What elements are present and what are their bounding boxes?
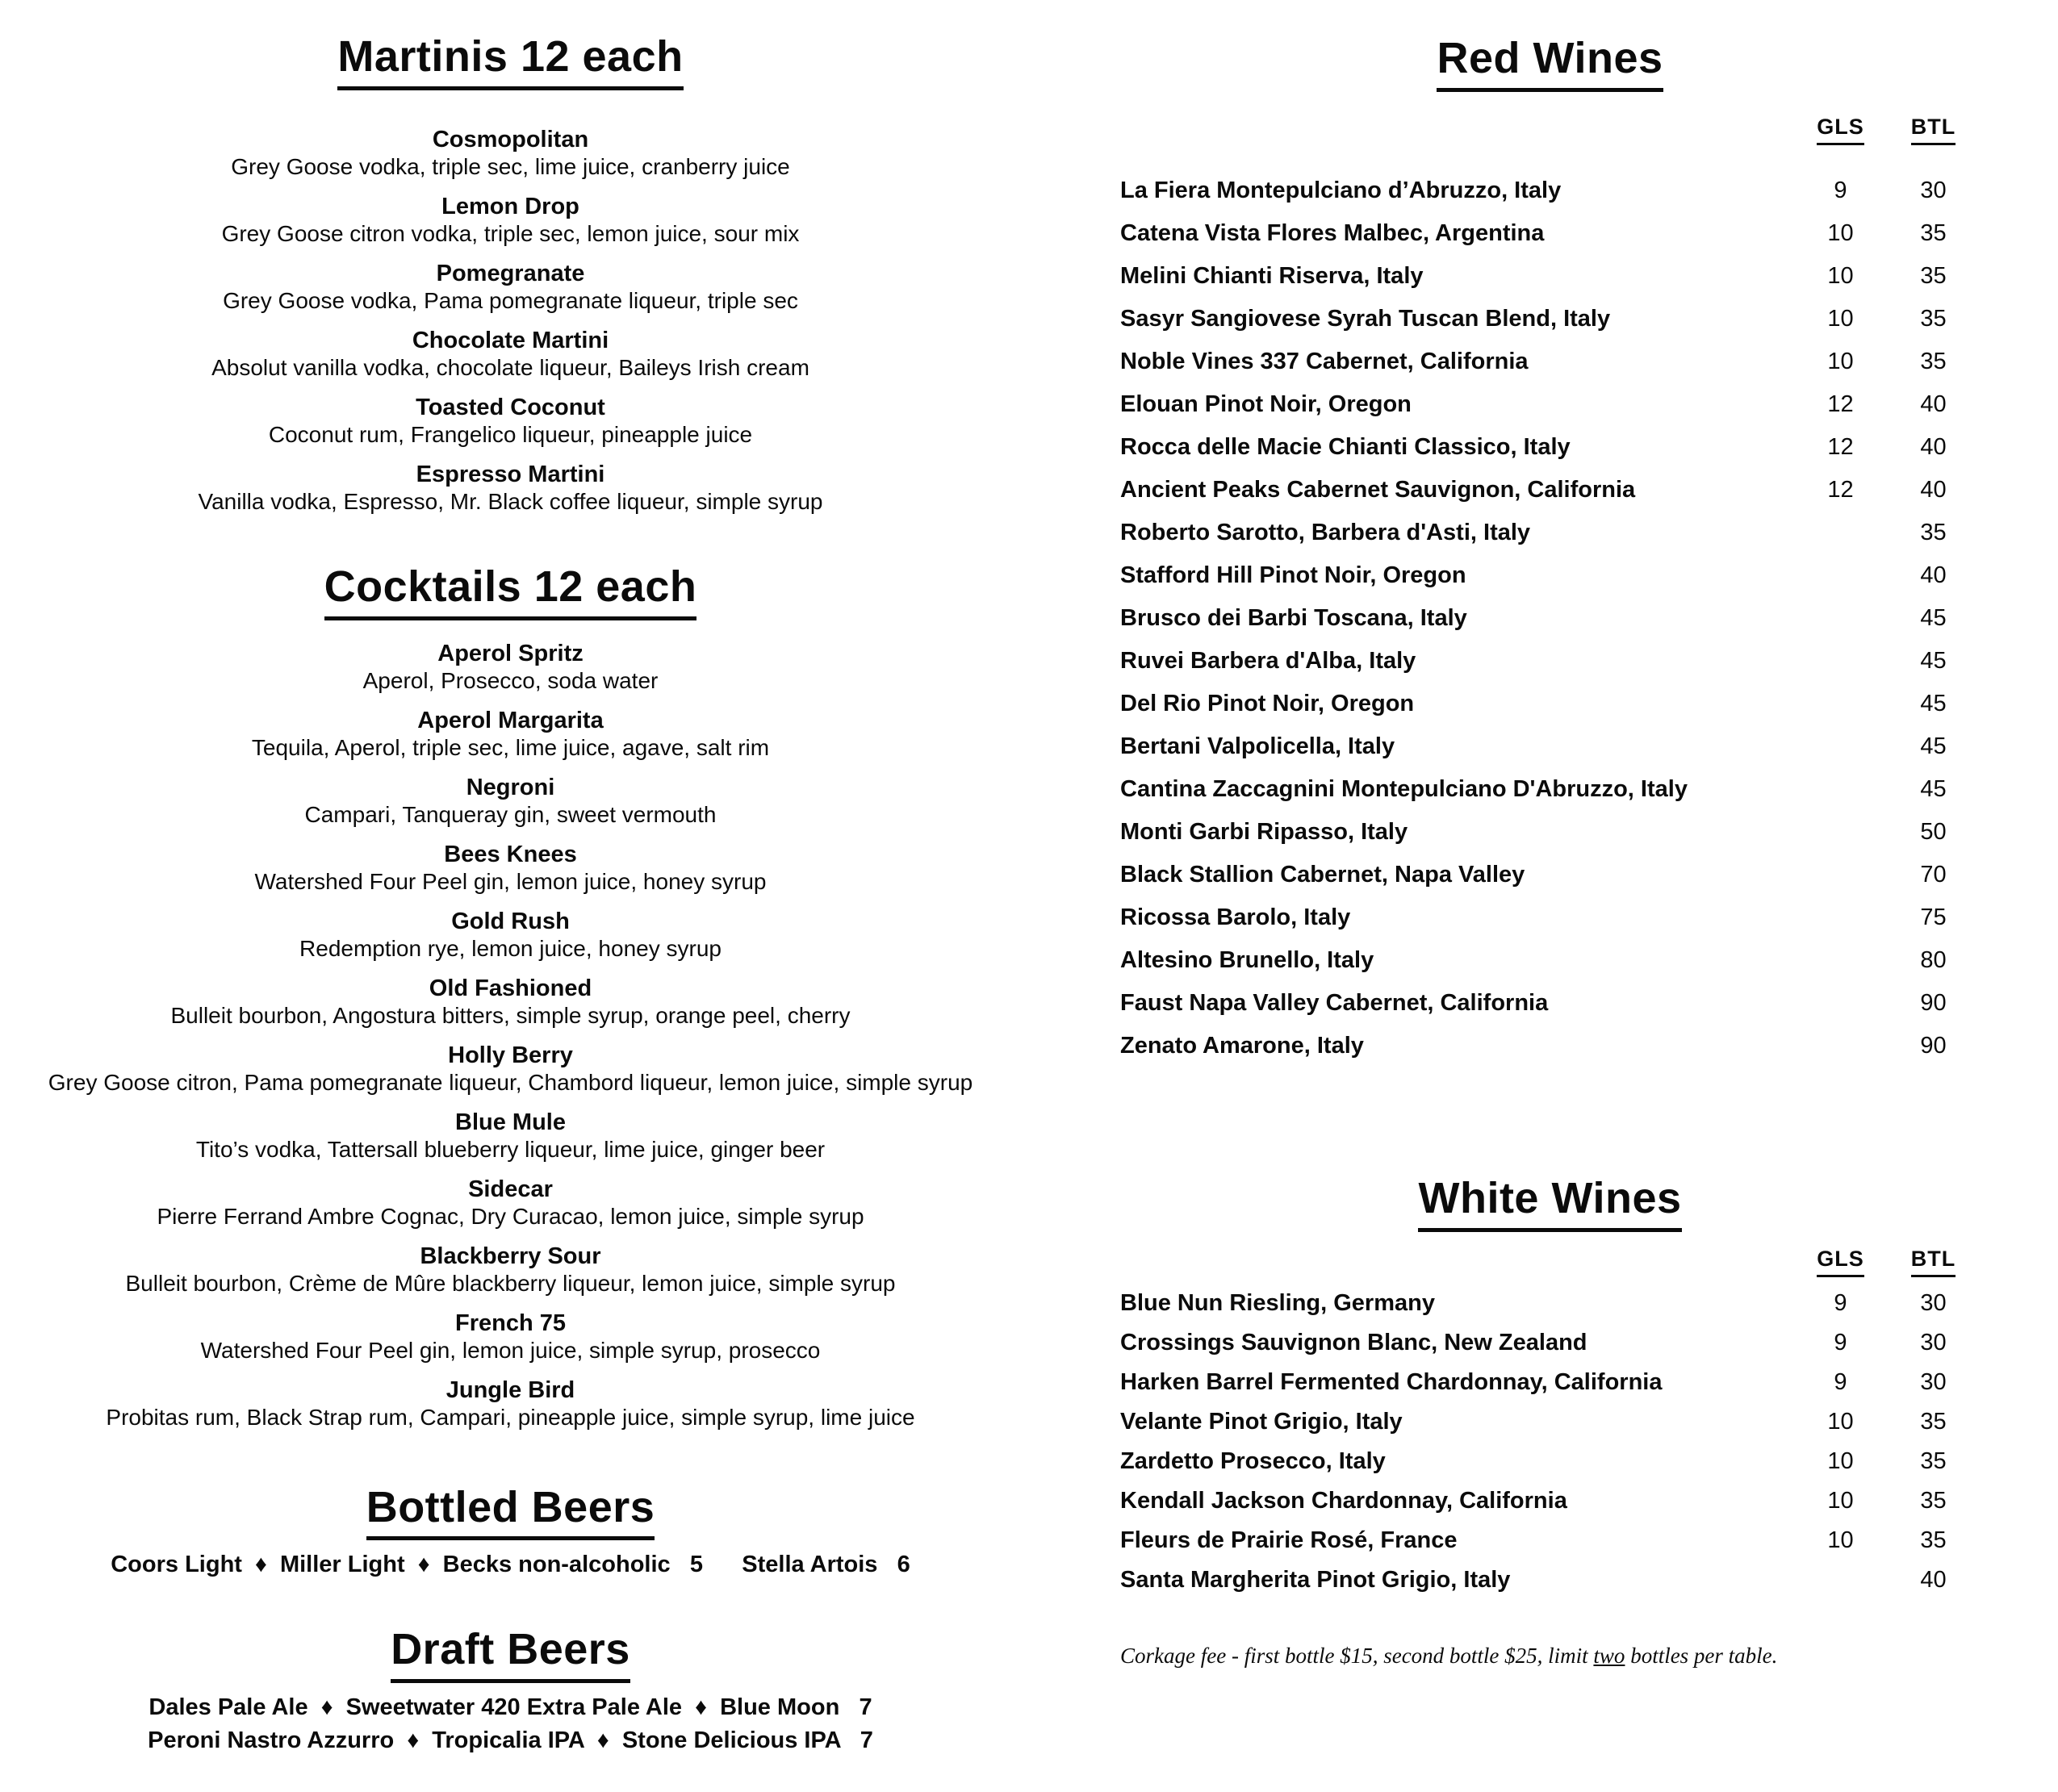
martini-item bbox=[44, 461, 977, 516]
wine-row bbox=[1120, 683, 1980, 725]
wine-bottle-price: 40 bbox=[1920, 476, 1947, 503]
cocktail-item bbox=[44, 1310, 977, 1364]
cocktail-item-name: Blackberry Sour bbox=[420, 1243, 601, 1269]
wine-bottle-price: 35 bbox=[1920, 219, 1947, 246]
wine-name: Kendall Jackson Chardonnay, California bbox=[1120, 1487, 1567, 1514]
wine-name: Stafford Hill Pinot Noir, Oregon bbox=[1120, 562, 1466, 588]
wine-bottle-price: 45 bbox=[1920, 690, 1947, 716]
wine-glass-price: 10 bbox=[1827, 348, 1854, 374]
wine-row bbox=[1120, 640, 1980, 683]
wine-row bbox=[1120, 298, 1980, 340]
red-wines-price-header bbox=[1120, 113, 1980, 145]
cocktail-item bbox=[44, 908, 977, 963]
martini-item bbox=[44, 193, 977, 248]
martini-item-description: Coconut rum, Frangelico liqueur, pineapple juice bbox=[268, 421, 753, 447]
bottled-beers-line: Coors Light ♦ Miller Light ♦ Becks non-alcoholic 5 Stella Artois 6 bbox=[111, 1552, 910, 1578]
wine-glass-price: 12 bbox=[1827, 433, 1854, 460]
red-wines-section-title: Red Wines bbox=[1437, 32, 1663, 92]
wine-name: Velante Pinot Grigio, Italy bbox=[1120, 1408, 1403, 1435]
corkage-note-underlined-word: two bbox=[1593, 1643, 1625, 1668]
wine-name: Ancient Peaks Cabernet Sauvignon, California bbox=[1120, 476, 1636, 503]
glass-column-header-cell bbox=[1794, 1245, 1887, 1277]
wine-name: Harken Barrel Fermented Chardonnay, California bbox=[1120, 1368, 1663, 1395]
cocktail-item-name: Aperol Spritz bbox=[437, 640, 584, 666]
wine-row bbox=[1120, 982, 1980, 1025]
martinis-section-title: Martinis 12 each bbox=[337, 31, 683, 90]
wine-row bbox=[1120, 1363, 1980, 1402]
cocktail-item bbox=[44, 1042, 977, 1097]
martini-item bbox=[44, 260, 977, 315]
wine-bottle-price: 75 bbox=[1920, 904, 1947, 930]
wine-name: La Fiera Montepulciano d’Abruzzo, Italy bbox=[1120, 177, 1562, 203]
martini-item-description: Grey Goose vodka, Pama pomegranate liqueur, triple sec bbox=[223, 287, 798, 313]
wine-row bbox=[1120, 1284, 1980, 1323]
wine-name: Noble Vines 337 Cabernet, California bbox=[1120, 348, 1529, 374]
wine-bottle-price: 45 bbox=[1920, 733, 1947, 759]
wine-glass-price: 10 bbox=[1827, 1447, 1854, 1474]
cocktail-item-description: Bulleit bourbon, Angostura bitters, simple syrup, orange peel, cherry bbox=[170, 1002, 851, 1028]
cocktail-item-name: Negroni bbox=[466, 774, 555, 800]
glass-column-header: GLS bbox=[1817, 1245, 1864, 1277]
wine-name: Bertani Valpolicella, Italy bbox=[1120, 733, 1395, 759]
wine-glass-price: 9 bbox=[1834, 1368, 1847, 1395]
cocktails-section-title: Cocktails 12 each bbox=[324, 561, 697, 620]
wine-glass-price: 10 bbox=[1827, 219, 1854, 246]
wine-bottle-price: 45 bbox=[1920, 647, 1947, 674]
wine-glass-price: 10 bbox=[1827, 1487, 1854, 1514]
corkage-fee-note bbox=[1120, 1642, 1980, 1670]
cocktail-item bbox=[44, 841, 977, 896]
white-wines-section-title: White Wines bbox=[1418, 1172, 1681, 1232]
wine-row bbox=[1120, 469, 1980, 512]
wine-bottle-price: 40 bbox=[1920, 562, 1947, 588]
martini-item-name: Toasted Coconut bbox=[416, 394, 605, 420]
wine-row bbox=[1120, 768, 1980, 811]
wine-name: Cantina Zaccagnini Montepulciano D'Abruzzo, Italy bbox=[1120, 775, 1688, 802]
wine-name: Ruvei Barbera d'Alba, Italy bbox=[1120, 647, 1416, 674]
left-column bbox=[44, 31, 977, 1757]
wine-name: Black Stallion Cabernet, Napa Valley bbox=[1120, 861, 1525, 888]
corkage-note-suffix: bottles per table. bbox=[1625, 1643, 1778, 1668]
martini-item bbox=[44, 394, 977, 449]
red-wines-section-title-wrap bbox=[1120, 32, 1980, 92]
right-column bbox=[1120, 32, 1980, 1692]
draft-beers-line: Peroni Nastro Azzurro ♦ Tropicalia IPA ♦ Stone Delicious IPA 7 bbox=[148, 1727, 873, 1754]
cocktail-item-name: French 75 bbox=[455, 1310, 566, 1336]
cocktail-item-description: Watershed Four Peel gin, lemon juice, honey syrup bbox=[254, 868, 767, 894]
bottle-column-header: BTL bbox=[1911, 113, 1956, 145]
bottle-column-header-cell bbox=[1887, 1245, 1980, 1277]
wine-row bbox=[1120, 169, 1980, 212]
bottled-beers-section-title: Bottled Beers bbox=[366, 1481, 655, 1541]
wine-row bbox=[1120, 1560, 1980, 1600]
wine-row bbox=[1120, 896, 1980, 939]
wine-row bbox=[1120, 554, 1980, 597]
wine-bottle-price: 35 bbox=[1920, 305, 1947, 332]
wine-name: Roberto Sarotto, Barbera d'Asti, Italy bbox=[1120, 519, 1531, 545]
draft-beers-line: Dales Pale Ale ♦ Sweetwater 420 Extra Pale Ale ♦ Blue Moon 7 bbox=[148, 1694, 872, 1721]
cocktail-item bbox=[44, 707, 977, 762]
wine-name: Brusco dei Barbi Toscana, Italy bbox=[1120, 604, 1467, 631]
wine-row bbox=[1120, 426, 1980, 469]
wine-bottle-price: 90 bbox=[1920, 989, 1947, 1016]
wine-glass-price: 12 bbox=[1827, 476, 1854, 503]
wine-bottle-price: 90 bbox=[1920, 1032, 1947, 1059]
cocktail-item-description: Aperol, Prosecco, soda water bbox=[362, 667, 659, 693]
wine-name: Faust Napa Valley Cabernet, California bbox=[1120, 989, 1549, 1016]
cocktail-item-description: Tito’s vodka, Tattersall blueberry liqueur, lime juice, ginger beer bbox=[195, 1136, 826, 1162]
wine-name: Melini Chianti Riserva, Italy bbox=[1120, 262, 1424, 289]
martini-item-name: Pomegranate bbox=[436, 260, 585, 286]
wine-name: Zardetto Prosecco, Italy bbox=[1120, 1447, 1386, 1474]
cocktail-item-description: Watershed Four Peel gin, lemon juice, simple syrup, prosecco bbox=[200, 1337, 821, 1363]
wine-bottle-price: 30 bbox=[1920, 1289, 1947, 1316]
cocktail-item bbox=[44, 1109, 977, 1163]
cocktail-item-description: Probitas rum, Black Strap rum, Campari, pineapple juice, simple syrup, lime juice bbox=[106, 1404, 915, 1430]
cocktail-item bbox=[44, 975, 977, 1030]
white-wines-section-title-wrap bbox=[1120, 1172, 1980, 1232]
cocktail-item-name: Blue Mule bbox=[455, 1109, 566, 1135]
corkage-note-prefix: Corkage fee - first bottle $15, second bottle $25, limit bbox=[1120, 1643, 1594, 1668]
martini-item bbox=[44, 126, 977, 181]
wine-row bbox=[1120, 383, 1980, 426]
wine-glass-price: 10 bbox=[1827, 262, 1854, 289]
cocktail-item-description: Campari, Tanqueray gin, sweet vermouth bbox=[304, 801, 717, 827]
wine-glass-price: 9 bbox=[1834, 1329, 1847, 1355]
wine-row bbox=[1120, 255, 1980, 298]
wine-row bbox=[1120, 597, 1980, 640]
wine-row bbox=[1120, 1025, 1980, 1067]
cocktail-item-name: Aperol Margarita bbox=[417, 707, 604, 733]
wine-row bbox=[1120, 1521, 1980, 1560]
cocktails-section-title-wrap bbox=[44, 561, 977, 620]
wine-name: Santa Margherita Pinot Grigio, Italy bbox=[1120, 1566, 1511, 1593]
wine-row bbox=[1120, 1323, 1980, 1363]
wine-bottle-price: 30 bbox=[1920, 1368, 1947, 1395]
martini-item-description: Absolut vanilla vodka, chocolate liqueur, Baileys Irish cream bbox=[211, 354, 809, 380]
wine-bottle-price: 50 bbox=[1920, 818, 1947, 845]
cocktail-item-name: Jungle Bird bbox=[445, 1376, 575, 1403]
wine-bottle-price: 35 bbox=[1920, 1447, 1947, 1474]
wine-bottle-price: 70 bbox=[1920, 861, 1947, 888]
wine-bottle-price: 35 bbox=[1920, 1487, 1947, 1514]
wine-row bbox=[1120, 811, 1980, 854]
bottle-column-header: BTL bbox=[1911, 1245, 1956, 1277]
wine-row bbox=[1120, 1402, 1980, 1442]
wine-name: Fleurs de Prairie Rosé, France bbox=[1120, 1527, 1458, 1553]
wine-name: Sasyr Sangiovese Syrah Tuscan Blend, Italy bbox=[1120, 305, 1611, 332]
martini-item-description: Grey Goose citron vodka, triple sec, lemon juice, sour mix bbox=[221, 220, 800, 246]
wine-name: Catena Vista Flores Malbec, Argentina bbox=[1120, 219, 1545, 246]
wine-name: Zenato Amarone, Italy bbox=[1120, 1032, 1364, 1059]
wine-row bbox=[1120, 854, 1980, 896]
wine-name: Crossings Sauvignon Blanc, New Zealand bbox=[1120, 1329, 1587, 1355]
wine-bottle-price: 80 bbox=[1920, 946, 1947, 973]
wine-bottle-price: 35 bbox=[1920, 1408, 1947, 1435]
wine-glass-price: 10 bbox=[1827, 1527, 1854, 1553]
wine-bottle-price: 35 bbox=[1920, 519, 1947, 545]
draft-beers-section-title-wrap bbox=[44, 1623, 977, 1683]
cocktail-item-name: Gold Rush bbox=[451, 908, 570, 934]
wine-name: Elouan Pinot Noir, Oregon bbox=[1120, 391, 1412, 417]
wine-row bbox=[1120, 340, 1980, 383]
red-wines-list bbox=[1120, 169, 1980, 1067]
wine-row bbox=[1120, 512, 1980, 554]
wine-name: Altesino Brunello, Italy bbox=[1120, 946, 1374, 973]
cocktail-item bbox=[44, 640, 977, 695]
wine-bottle-price: 40 bbox=[1920, 391, 1947, 417]
wine-bottle-price: 35 bbox=[1920, 348, 1947, 374]
draft-beers-lines bbox=[44, 1691, 977, 1757]
wine-name: Ricossa Barolo, Italy bbox=[1120, 904, 1351, 930]
cocktail-item-name: Bees Knees bbox=[444, 841, 577, 867]
wine-bottle-price: 30 bbox=[1920, 177, 1947, 203]
martini-item-description: Grey Goose vodka, triple sec, lime juice, cranberry juice bbox=[231, 153, 790, 179]
white-wines-list bbox=[1120, 1284, 1980, 1600]
bottle-column-header-cell bbox=[1887, 113, 1980, 145]
wine-row bbox=[1120, 212, 1980, 255]
glass-column-header-cell bbox=[1794, 113, 1887, 145]
wine-bottle-price: 45 bbox=[1920, 775, 1947, 802]
wine-glass-price: 9 bbox=[1834, 1289, 1847, 1316]
cocktail-item-name: Sidecar bbox=[468, 1176, 553, 1202]
glass-column-header: GLS bbox=[1817, 113, 1864, 145]
wine-name: Blue Nun Riesling, Germany bbox=[1120, 1289, 1435, 1316]
cocktail-item-name: Old Fashioned bbox=[429, 975, 592, 1001]
cocktail-item-description: Grey Goose citron, Pama pomegranate liqueur, Chambord liqueur, lemon juice, simple syrup bbox=[48, 1069, 973, 1095]
draft-beers-section-title: Draft Beers bbox=[391, 1623, 630, 1683]
wine-bottle-price: 45 bbox=[1920, 604, 1947, 631]
martini-item-description: Vanilla vodka, Espresso, Mr. Black coffee liqueur, simple syrup bbox=[198, 488, 823, 514]
martini-item-name: Espresso Martini bbox=[416, 461, 605, 487]
cocktail-item-description: Redemption rye, lemon juice, honey syrup bbox=[299, 935, 722, 961]
cocktail-item-description: Tequila, Aperol, triple sec, lime juice, agave, salt rim bbox=[251, 734, 770, 760]
martini-item-name: Chocolate Martini bbox=[412, 327, 609, 353]
martini-item-name: Lemon Drop bbox=[441, 193, 579, 219]
martinis-list bbox=[44, 126, 977, 516]
cocktails-list bbox=[44, 640, 977, 1431]
cocktail-item-description: Bulleit bourbon, Crème de Mûre blackberry liqueur, lemon juice, simple syrup bbox=[125, 1270, 896, 1296]
wine-row bbox=[1120, 725, 1980, 768]
wine-row bbox=[1120, 1442, 1980, 1481]
wine-glass-price: 9 bbox=[1834, 177, 1847, 203]
wine-bottle-price: 35 bbox=[1920, 1527, 1947, 1553]
wine-glass-price: 10 bbox=[1827, 305, 1854, 332]
cocktail-item-name: Holly Berry bbox=[448, 1042, 573, 1068]
martini-item bbox=[44, 327, 977, 382]
martinis-section-title-wrap bbox=[44, 31, 977, 90]
martini-item-name: Cosmopolitan bbox=[432, 126, 589, 152]
wine-bottle-price: 40 bbox=[1920, 433, 1947, 460]
cocktail-item bbox=[44, 1243, 977, 1297]
wine-row bbox=[1120, 1481, 1980, 1521]
cocktail-item-description: Pierre Ferrand Ambre Cognac, Dry Curacao, lemon juice, simple syrup bbox=[157, 1203, 864, 1229]
wine-name: Del Rio Pinot Noir, Oregon bbox=[1120, 690, 1415, 716]
cocktail-item bbox=[44, 1176, 977, 1230]
wine-bottle-price: 35 bbox=[1920, 262, 1947, 289]
cocktail-item bbox=[44, 1376, 977, 1431]
cocktail-item bbox=[44, 774, 977, 829]
wine-bottle-price: 40 bbox=[1920, 1566, 1947, 1593]
wine-bottle-price: 30 bbox=[1920, 1329, 1947, 1355]
wine-glass-price: 10 bbox=[1827, 1408, 1854, 1435]
bottled-beers-section-title-wrap bbox=[44, 1481, 977, 1541]
wine-name: Monti Garbi Ripasso, Italy bbox=[1120, 818, 1408, 845]
wine-glass-price: 12 bbox=[1827, 391, 1854, 417]
wine-name: Rocca delle Macie Chianti Classico, Italy bbox=[1120, 433, 1571, 460]
white-wines-price-header bbox=[1120, 1245, 1980, 1277]
wine-row bbox=[1120, 939, 1980, 982]
